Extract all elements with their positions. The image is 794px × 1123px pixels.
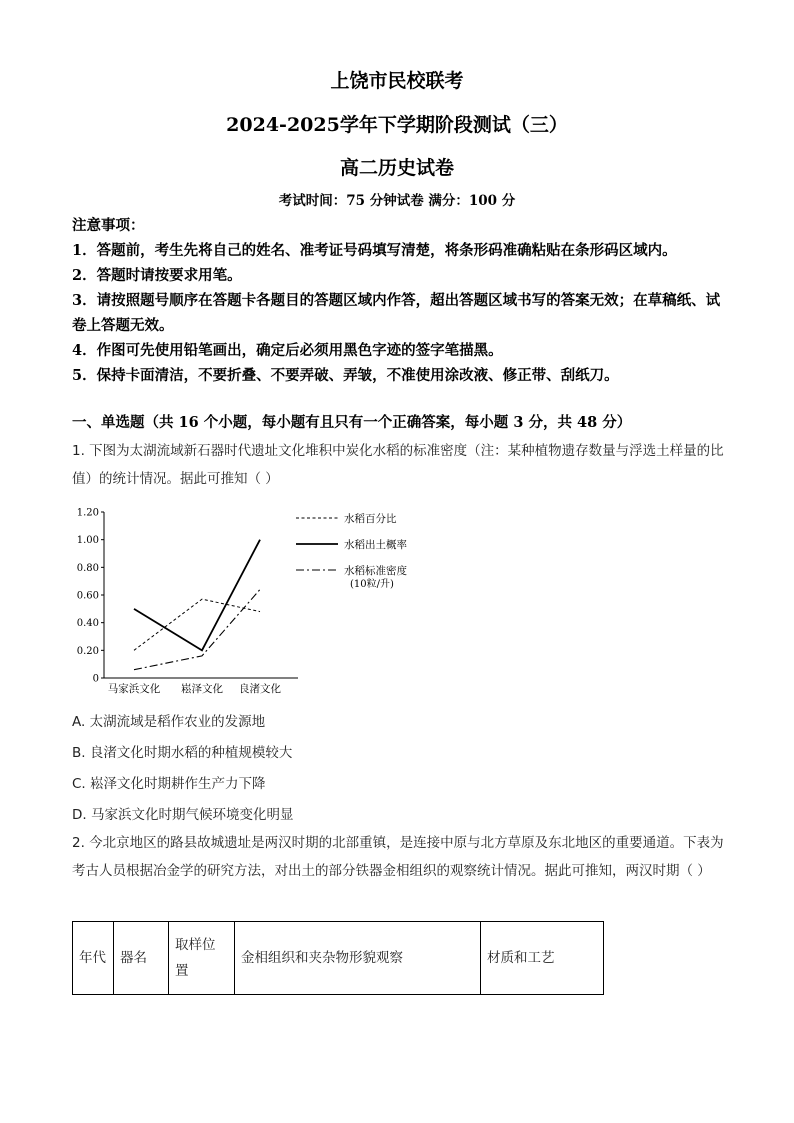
- section-heading: 一、单选题（共 16 个小题，每小题有且只有一个正确答案，每小题 3 分，共 48 分）: [72, 414, 632, 431]
- legend-label: 水稻百分比: [344, 513, 397, 525]
- y-tick-label: 1.00: [76, 535, 99, 547]
- x-tick-label: 良渚文化: [239, 683, 281, 695]
- question-1-stem: 1. 下图为太湖流域新石器时代遗址文化堆积中炭化水稻的标准密度（注：某种植物遗存数量与浮选土样量的比值）的统计情况。据此可推知（ ）: [72, 443, 724, 487]
- ironware-table: [72, 921, 604, 995]
- notes-heading: 注意事项：: [72, 217, 145, 234]
- legend-unit: (10粒/升): [350, 579, 394, 590]
- series-line: [134, 599, 260, 650]
- series-line: [134, 540, 260, 651]
- y-tick-label: 1.20: [76, 507, 99, 519]
- q1-option-b[interactable]: B. 良渚文化时期水稻的种植规模较大: [72, 745, 293, 761]
- table-header-row: [73, 922, 604, 995]
- table-header-cell: 取样位置: [169, 922, 235, 995]
- notes-block: [72, 213, 722, 388]
- y-tick-label: 0.60: [76, 590, 99, 602]
- legend-label: 水稻标准密度: [344, 565, 407, 577]
- q1-option-d[interactable]: D. 马家浜文化时期气候环境变化明显: [72, 807, 294, 823]
- y-tick-label: 0.20: [76, 645, 99, 657]
- y-tick-label: 0: [92, 673, 99, 685]
- note-item: 2．答题时请按要求用笔。: [72, 267, 242, 284]
- question-2-stem: 2. 今北京地区的路县故城遗址是两汉时期的北部重镇，是连接中原与北方草原及东北地区的重要通道。下表为考古人员根据冶金学的研究方法，对出土的部分铁器金相组织的观察统计情况。据此可推知，两汉时期（ ）: [72, 835, 724, 879]
- note-item: 4．作图可先使用铅笔画出，确定后必须用黑色字迹的签字笔描黑。: [72, 342, 503, 359]
- school-title: 上饶市民校联考: [330, 70, 464, 92]
- series-line: [134, 589, 260, 669]
- rice-density-chart: [60, 500, 420, 700]
- note-item: 5．保持卡面清洁，不要折叠、不要弄破、弄皱，不准使用涂改液、修正带、刮纸刀。: [72, 367, 619, 384]
- legend-label: 水稻出土概率: [344, 539, 407, 551]
- note-item: 1．答题前，考生先将自己的姓名、准考证号码填写清楚，将条形码准确粘贴在条形码区域内。: [72, 242, 677, 259]
- q1-option-a[interactable]: A. 太湖流域是稻作农业的发源地: [72, 714, 266, 730]
- term-title: 2024-2025学年下学期阶段测试（三）: [226, 114, 568, 136]
- x-tick-label: 马家浜文化: [107, 683, 161, 695]
- x-tick-label: 崧泽文化: [181, 683, 223, 695]
- y-tick-label: 0.40: [76, 618, 99, 630]
- subject-title: 高二历史试卷: [339, 157, 454, 179]
- table-header-cell: 金相组织和夹杂物形貌观察: [235, 922, 481, 995]
- note-item: 3．请按照题号顺序在答题卡各题目的答题区域内作答，超出答题区域书写的答案无效；在草稿纸、试卷上答题无效。: [72, 292, 721, 334]
- exam-info: 考试时间：75 分钟试卷 满分：100 分: [278, 193, 516, 209]
- table-header-cell: 器名: [114, 922, 169, 995]
- table-header-cell: 材质和工艺: [481, 922, 604, 995]
- q1-option-c[interactable]: C. 崧泽文化时期耕作生产力下降: [72, 776, 266, 792]
- y-tick-label: 0.80: [76, 562, 99, 574]
- table-header-cell: 年代: [73, 922, 114, 995]
